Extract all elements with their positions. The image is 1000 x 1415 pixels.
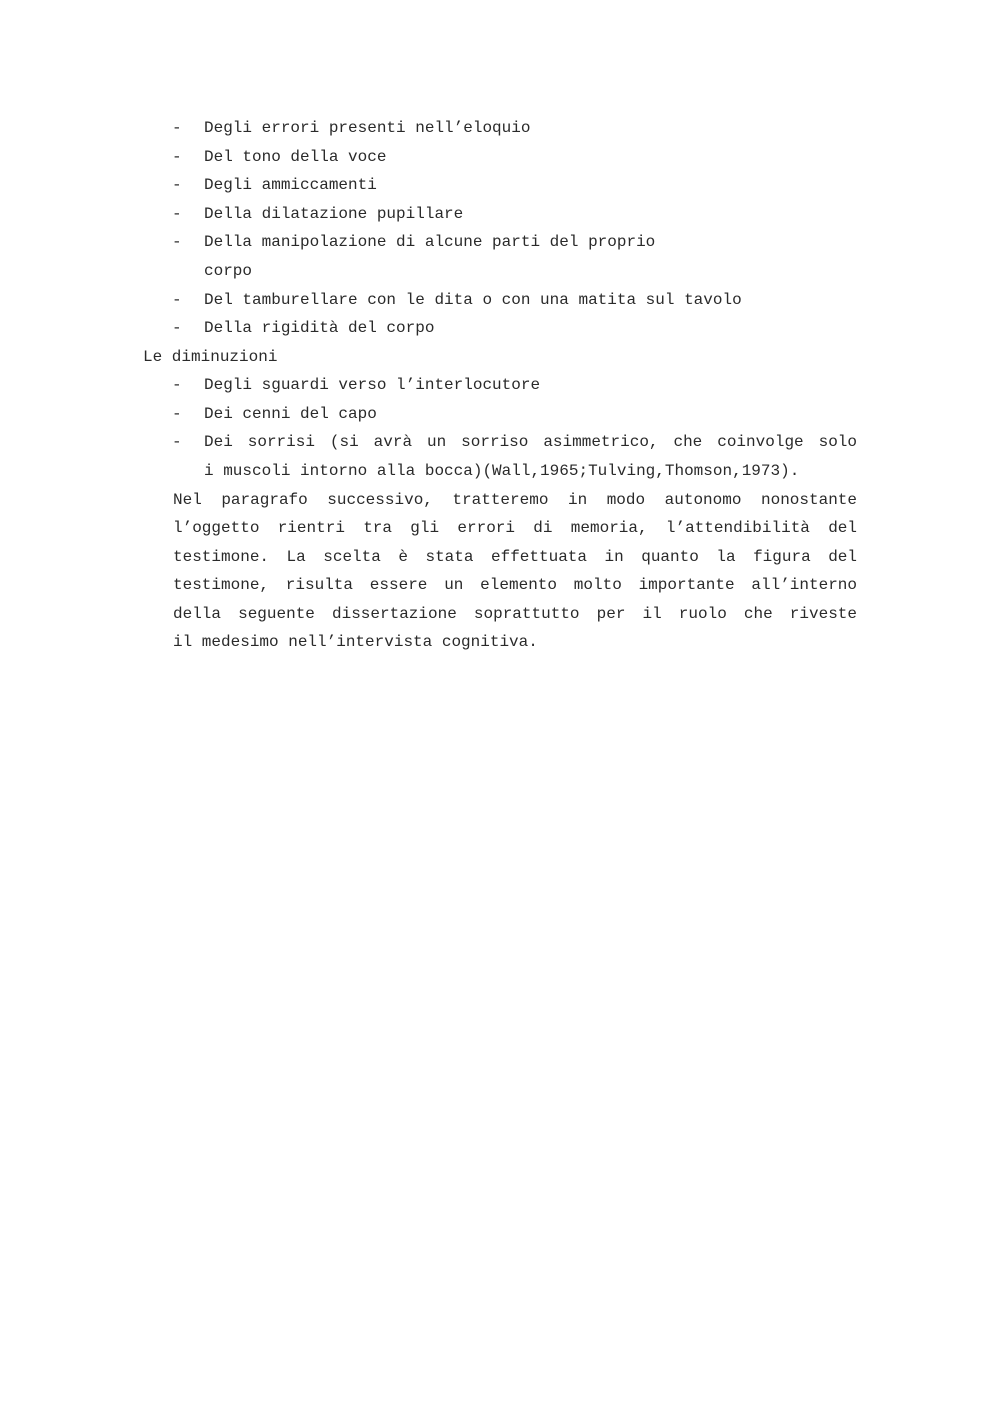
- list-item-marker: -: [172, 376, 182, 394]
- list-item-marker: -: [172, 433, 182, 451]
- list-item: Della rigidità del corpo: [204, 319, 435, 337]
- list-item: Della manipolazione di alcune parti del proprio: [204, 233, 656, 251]
- list-item: Dei cenni del capo: [204, 405, 377, 423]
- list-item-marker: -: [172, 205, 182, 223]
- list-item: Dei sorrisi (si avrà un sorriso asimmetrico, che coinvolge solo: [204, 433, 857, 451]
- paragraph-line: testimone. La scelta è stata effettuata in quanto la figura del: [173, 548, 857, 566]
- paragraph-line: l’oggetto rientri tra gli errori di memoria, l’attendibilità del: [173, 519, 857, 537]
- list-item-marker: -: [172, 176, 182, 194]
- list-item-marker: -: [172, 148, 182, 166]
- paragraph-line: testimone, risulta essere un elemento molto importante all’interno: [173, 576, 857, 594]
- list-item: Degli ammiccamenti: [204, 176, 377, 194]
- list-item: Del tamburellare con le dita o con una matita sul tavolo: [204, 291, 742, 309]
- list-item: Degli sguardi verso l’interlocutore: [204, 376, 541, 394]
- list-item-continuation: i muscoli intorno alla bocca)(Wall,1965;Tulving,Thomson,1973).: [204, 462, 800, 480]
- list-item-marker: -: [172, 319, 182, 337]
- paragraph-line: il medesimo nell’intervista cognitiva.: [173, 633, 538, 651]
- list-item-continuation: corpo: [204, 262, 253, 280]
- list-item: Degli errori presenti nell’eloquio: [204, 119, 531, 137]
- list-item: Della dilatazione pupillare: [204, 205, 464, 223]
- list-item-marker: -: [172, 405, 182, 423]
- list-item-marker: -: [172, 119, 182, 137]
- paragraph-line: Nel paragrafo successivo, tratteremo in modo autonomo nonostante: [173, 491, 857, 509]
- section-heading: Le diminuzioni: [143, 348, 278, 366]
- paragraph-line: della seguente dissertazione soprattutto per il ruolo che riveste: [173, 605, 857, 623]
- list-item-marker: -: [172, 233, 182, 251]
- list-item-marker: -: [172, 291, 182, 309]
- list-item: Del tono della voce: [204, 148, 387, 166]
